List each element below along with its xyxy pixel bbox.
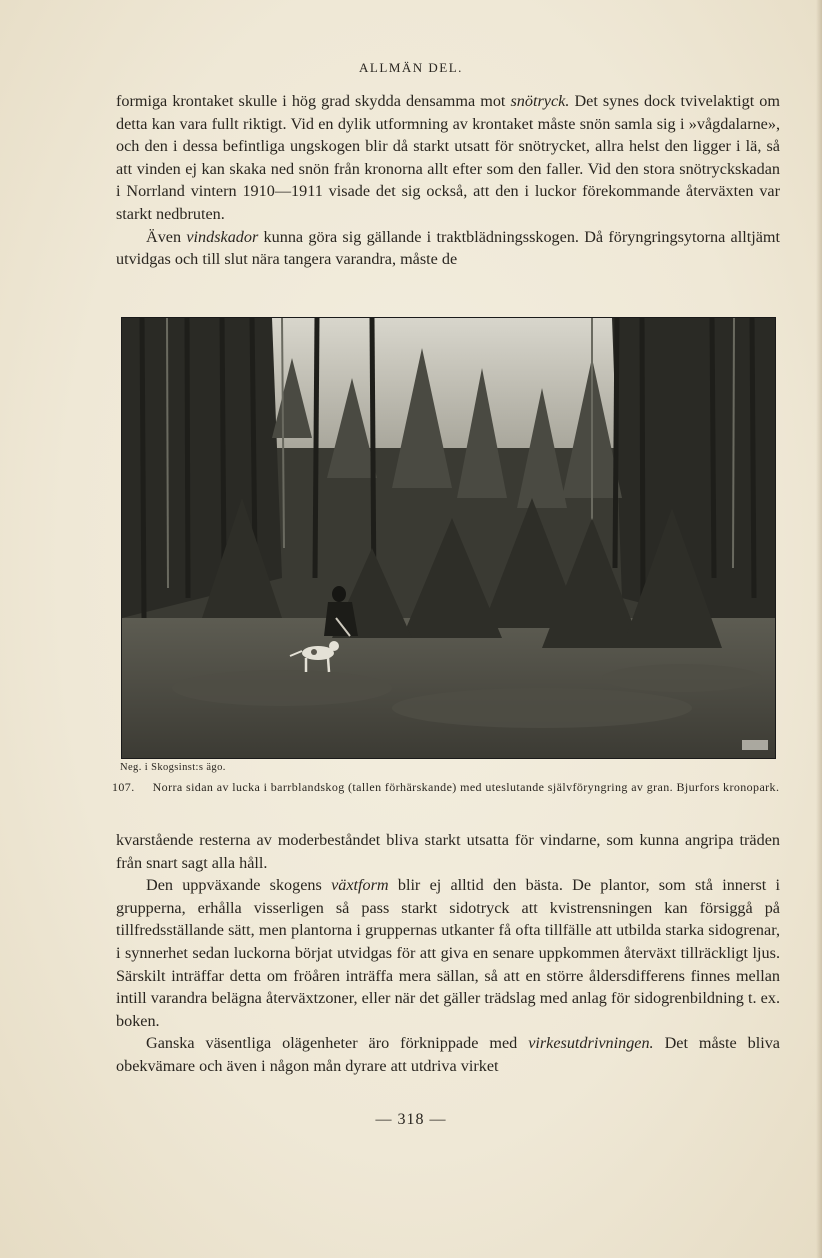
forest-photograph [121,317,776,759]
paragraph-vindarne: kvarstående resterna av moderbeståndet bliva starkt utsatta för vindarne, som kunna angripa träden från snart sagt alla håll. [116,831,780,872]
term-virkesutdrivningen: virkesutdrivningen. [528,1034,654,1053]
figure-credit: Neg. i Skogsinst:s ägo. [120,762,226,773]
term-snotryck: snötryck. [510,92,570,110]
paragraph-virkesutdrivningen: Ganska väsentliga olägenheter äro förknippade med virkesutdrivningen. Det måste bliva obekvämare och även i någon mån dyrare att utdriva virket [116,1034,780,1075]
term-vindskador: vindskador [186,227,259,246]
top-text-block [116,90,780,271]
paragraph-snotryck: formiga krontaket skulle i hög grad skydda densamma mot snötryck. Det synes dock tvivelaktigt om detta kan vara fullt riktigt. Vid en dylik utformning av krontaket måste snön samla sig i »vågdalarne», och den i dessa befintliga ungskogen blir då starkt utsatt för snötrycket, allra helst den ligger i lä, så att vinden ej kan skaka ned snön från kronorna allt efter som den faller. Vid den stora snötryckskadan i Norrland vintern 1910—1911 visade det sig också, att den i luckor förekommande återväxten var starkt nedbruten. [116,92,780,223]
figure-number: 107. [112,780,135,794]
term-vaxtform: växtform [331,876,389,895]
figure-caption-text: Norra sidan av lucka i barrblandskog (tallen förhärskande) med uteslutande självföryngring av gran. Bjurfors kronopark. [152,780,780,794]
figure-caption [112,779,780,795]
paragraph-vindskador: Även vindskador kunna göra sig gällande i traktblädningsskogen. Då föryngringsytorna alltjämt utvidgas och till slut nära tangera varandra, måste de [116,227,780,269]
running-head: ALLMÄN DEL. [359,60,463,75]
forest-photo-illustration [122,318,775,758]
page-number: — 318 — [375,1111,447,1128]
bottom-text-block [116,829,780,1078]
paragraph-vaxtform: Den uppväxande skogens växtform blir ej alltid den bästa. De plantor, som stå innerst i grupperna, erhålla visserligen så pass starkt sidotryck att kvistrensningen kan försiggå på tillfredsställande sätt, men plantorna i gruppernas utkanter få ofta tillfälle att utbilda starka sidogrenar, i synnerhet sedan luckorna börjat utvidgas för att giva en senare uppkommen återväxt tillräckligt ljus. Särskilt inträffar detta om fröåren inträffa mera sällan, så att en större åldersdifferens finnes mellan intill varandra belägna återväxtzoner, eller när det gäller trädslag med anlag för sidogrenbildning t. ex. boken. [116,876,780,1030]
